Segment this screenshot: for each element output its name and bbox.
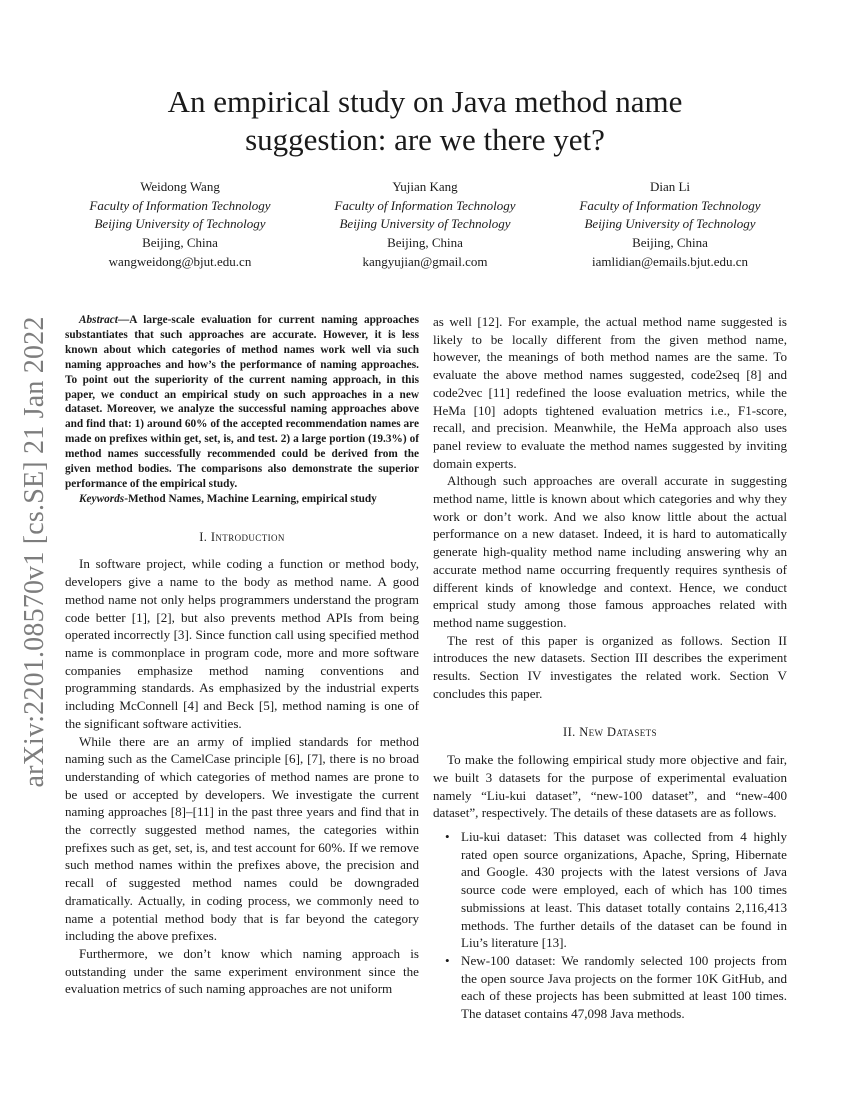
paragraph: Although such approaches are overall accurate in suggesting method name, little is known about which categories and why they work or don’t work. And we also know little about the actual performance on a new dataset. Indeed, it is hard to automatically generate high-quality method name including answering why an accurate method name occurring frequently requires synthesis of different kinds of knowledge and context. Hence, we conduct emprical study among those famous approaches related with method name suggestion. [433,473,787,630]
author-2 [305,178,545,272]
section-heading-new-datasets [433,724,787,742]
bullet-icon: • [445,952,450,968]
dataset-list [433,828,787,1023]
author-city: Beijing, China [387,235,463,251]
list-item [433,952,787,1023]
author-name: Dian Li [649,179,691,194]
author-1 [60,178,300,272]
author-email: kangyujian@gmail.com [362,253,488,269]
paragraph: In software project, while coding a function or method body, developers give a name to the body as method name. A good method name not only helps programmers understand the program code better [1], [2], but also prevents method APIs from being operated incorrectly [3]. Since function call using specified method name is commonplace in program code, more and more software companies emphasize method naming conventions and programming standards. As emphasized by the industrial experts including McConnell [4] and Beck [5], method naming is one of the significant software activities. [65,556,419,731]
author-name: Weidong Wang [140,179,220,194]
paragraph: To make the following empirical study more objective and fair, we built 3 datasets for the purpose of experimental evaluation namely “Liu-kui dataset”, “new-100 dataset”, and “new-400 dataset”, respectively. The details of these datasets are as follows. [433,752,787,821]
left-column [65,313,419,998]
paper-title [0,83,850,159]
abstract [65,313,419,492]
list-item [433,828,787,952]
list-item-text: New-100 dataset: We randomly selected 100 projects from the open source Java projects on the former 10K GitHub, and each of these projects has been submitted at least 100 times. The dataset contains 47,098 Java methods. [461,952,787,1022]
author-city: Beijing, China [142,235,218,251]
author-dept: Faculty of Information Technology [89,197,271,213]
author-dept: Faculty of Information Technology [334,197,516,213]
list-item-text: Liu-kui dataset: This dataset was collected from 4 highly rated open source organizations, Apache, Spring, Hibernate and Google. 430 projects with the latest versions of Java source code were employed, each of which has 100 times submissions at least. This dataset totally contains 2,116,413 methods. The further details of the dataset can be found in Liu’s literature [13]. [461,828,787,951]
section-number: II. [563,725,580,740]
paragraph: as well [12]. For example, the actual method name suggested is likely to be locally different from the given method name, however, the meanings of both method names are the same. To evaluate the above method names suggested, code2seq [8] and code2vec [11] redefined the loose evaluation metrics, while the HeMa [10] adopts tightened evaluation metrics i.e., F1-score, recall, and precision. Meanwhile, the HeMa approach also uses panel review to evaluate the method names suggested by inviting domain experts. [433,314,787,471]
author-email: wangweidong@bjut.edu.cn [108,253,252,269]
paragraph: While there are an army of implied standards for method naming such as the CamelCase principle [6], [7], there is no broad understanding of which categories of method names are prone to be used or accepted by developers. We investigate the current naming approaches [8]–[11] in the past three years and find that in the correctly suggested method names, the categories within prefixes such as get, set, is, and test account for 60%. If we remove such method names within the prefixes above, the precision and recall of suggested method names could be downgraded dramatically. Actually, in coding process, we commonly need to name a potential method body that is far beyond the category including the above prefixes. [65,733,419,944]
keywords-text: -Method Names, Machine Learning, empirical study [124,492,377,505]
title-line-1: An empirical study on Java method name [167,84,683,119]
abstract-text: —A large-scale evaluation for current naming approaches substantiates that such approaches are accurate. However, it is less known about which categories of method names work well via such naming approaches and how’s the performance of naming approaches. To point out the superiority of the current naming approach, in this paper, we conduct an empirical study on such approaches in a new dataset. Moreover, we analyze the successful naming approaches above and find that: 1) around 60% of the accepted recommendation names are made on prefixes within get, set, is, and test. 2) a large portion (19.3%) of method names successfully recommended could be derived from the given method bodies. The comparisons also demonstrate the superior performance of the empirical study. [65,314,419,490]
section-title: Introduction [210,529,285,544]
section-number: I. [199,529,211,544]
author-univ: Beijing University of Technology [584,216,756,232]
arxiv-stamp [15,312,55,792]
paragraph: Furthermore, we don’t know which naming approach is outstanding under the same experiment environment since the evaluation metrics of such naming approaches are not uniform [65,945,419,997]
author-city: Beijing, China [632,235,708,251]
author-univ: Beijing University of Technology [339,216,511,232]
keywords [65,492,419,507]
paragraph: The rest of this paper is organized as follows. Section II introduces the new datasets. Section III describes the experiment results. Section IV investigates the related work. Section V concludes this paper. [433,632,787,701]
right-column [433,313,787,1023]
bullet-icon: • [445,828,450,844]
author-3 [550,178,790,272]
author-dept: Faculty of Information Technology [579,197,761,213]
author-block [60,178,790,272]
arxiv-stamp-text: arXiv:2201.08570v1 [cs.SE] 21 Jan 2022 [19,316,50,788]
author-email: iamlidian@emails.bjut.edu.cn [591,253,749,269]
title-line-2: suggestion: are we there yet? [245,122,605,157]
section-heading-introduction [65,529,419,547]
section-title: New Datasets [579,725,657,740]
author-name: Yujian Kang [392,179,458,194]
keywords-label: Keywords [79,492,125,505]
abstract-label: Abstract [79,314,118,326]
author-univ: Beijing University of Technology [94,216,266,232]
